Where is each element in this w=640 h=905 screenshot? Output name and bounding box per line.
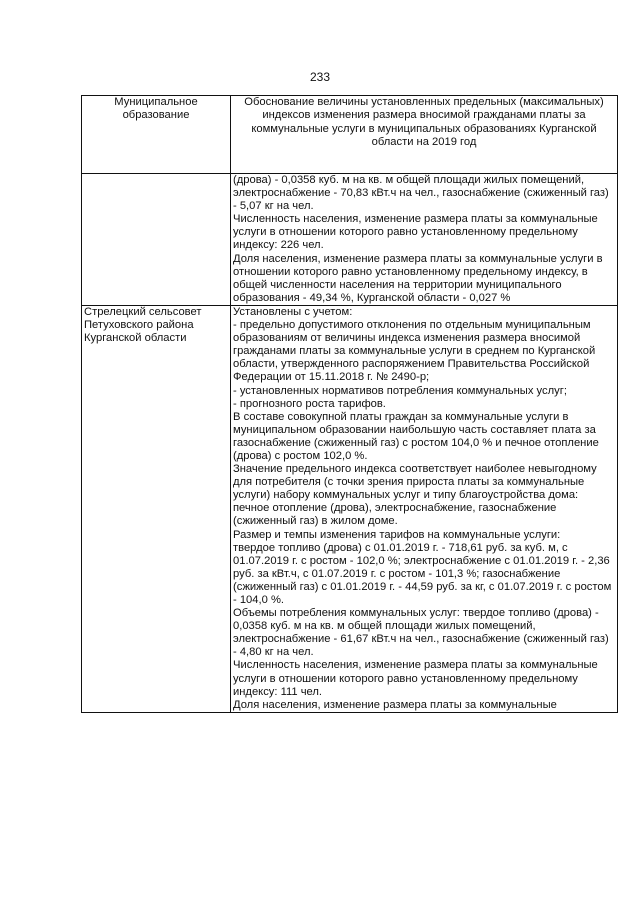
- paragraph: Численность населения, изменение размера платы за коммунальные услуги в отношении которого равно установленному предельному индексу: 111 чел.: [233, 659, 598, 698]
- paragraph: печное отопление (дрова), электроснабжение, газоснабжение (сжиженный газ) в жилом доме.: [233, 502, 557, 528]
- table-header-row: [82, 96, 618, 174]
- table-row: [82, 174, 618, 306]
- paragraph: Значение предельного индекса соответствует наиболее невыгодному для потребителя (с точки зрения прироста платы за коммунальные услуги) набору коммунальных услуг и типу благоустройства дома:: [233, 463, 597, 502]
- paragraph: - установленных нормативов потребления коммунальных услуг;: [233, 384, 567, 397]
- paragraph: Объемы потребления коммунальных услуг: твердое топливо (дрова) - 0,0358 куб. м на кв. м общей площади жилых помещений, электроснабжение - 61,67 кВт.ч на чел., газоснабжение (сжиженный газ) - 4,80 кг на чел.: [233, 607, 609, 659]
- paragraph: Доля населения, изменение размера платы за коммунальные: [233, 698, 557, 711]
- municipality-cell: [82, 174, 231, 306]
- paragraph: твердое топливо (дрова) с 01.01.2019 г. - 718,61 руб. за куб. м, с 01.07.2019 г. с ростом - 102,0 %; электроснабжение с 01.01.2019 г. - 2,36 руб. за кВт.ч, с 01.07.2019 г. с ростом - 101,3 %; газоснабжение (сжиженный газ) с 01.01.2019 г. - 44,59 руб. за кг, с 01.07.2019 г. с ростом - 104,0 %.: [233, 541, 612, 606]
- justification-table: [81, 95, 618, 713]
- header-justification: Обоснование величины установленных предельных (максимальных) индексов изменения размера вносимой гражданами платы за коммунальные услуги в муниципальных образованиях Курганской области на 2019 год: [231, 96, 618, 174]
- paragraph: Доля населения, изменение размера платы за коммунальные услуги в отношении которого равно установленному предельному индексу, в общей численности населения на территории муниципального образования - 49,34 %, Курганской области - 0,027 %: [233, 252, 603, 304]
- municipality-cell: Стрелецкий сельсовет Петуховского района Курганской области: [82, 305, 231, 712]
- paragraph: Установлены с учетом:: [233, 305, 353, 318]
- paragraph: (дрова) - 0,0358 куб. м на кв. м общей площади жилых помещений, электроснабжение - 70,83 кВт.ч на чел., газоснабжение (сжиженный газ) - 5,07 кг на чел.: [233, 174, 609, 213]
- justification-cell: [231, 174, 618, 306]
- paragraph: В составе совокупной платы граждан за коммунальные услуги в муниципальном образовании наибольшую часть составляет плата за газоснабжение (сжиженный газ) с ростом 104,0 % и печное отопление (дрова) с ростом 102,0 %.: [233, 410, 599, 462]
- paragraph: Размер и темпы изменения тарифов на коммунальные услуги:: [233, 528, 561, 541]
- header-municipality: Муниципальное образование: [82, 96, 231, 174]
- paragraph: - прогнозного роста тарифов.: [233, 397, 386, 410]
- justification-cell: [231, 305, 618, 712]
- paragraph: - предельно допустимого отклонения по отдельным муниципальным образованиям от величины индекса изменения размера вносимой гражданами платы за коммунальные услуги в среднем по Курганской области, утвержденного распоряжением Правительства Российской Федерации от 15.11.2018 г. № 2490-р;: [233, 319, 596, 384]
- table-row: [82, 305, 618, 712]
- page-number: 233: [309, 70, 331, 84]
- paragraph: Численность населения, изменение размера платы за коммунальные услуги в отношении которого равно установленному предельному индексу: 226 чел.: [233, 213, 598, 252]
